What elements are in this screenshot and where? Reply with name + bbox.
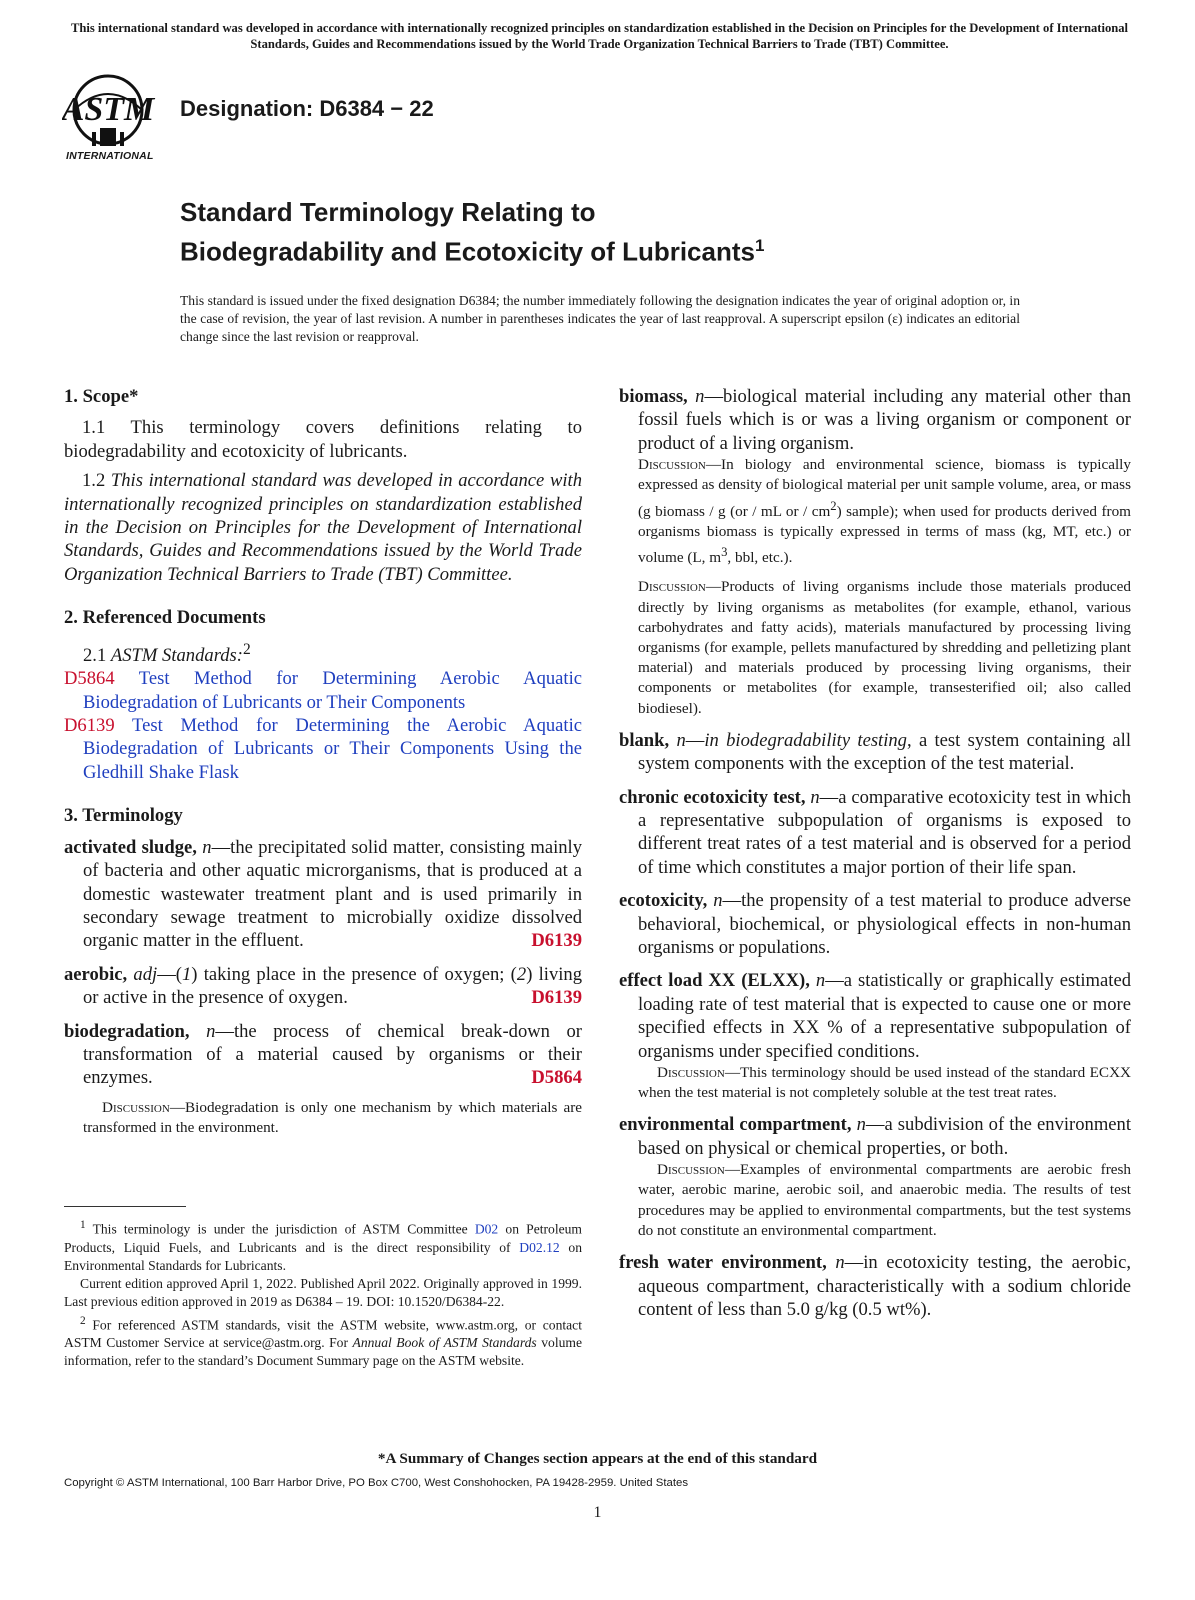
term-word: ecotoxicity,	[619, 890, 708, 912]
referenced-heading: 2. Referenced Documents	[64, 607, 266, 629]
term-pos: n	[810, 786, 820, 808]
footnote-rule	[64, 1206, 186, 1207]
term-definition: —a comparative ecotoxicity test in which a representative subpopulation of organisms is exposed to different treat rates of a test material and is observed for a period of time which constitutes a major portion of their life span.	[638, 786, 1131, 878]
discussion-text: —Products of living organisms include those materials produced directly by living organisms as metabolites (for example, ethanol, various carbohydrates and fatty acids), materials manufactured by processing living organisms (for example, pellets manufactured by shredding and pelletizing plant material) and materials produced by processing living organisms, their components or metabolites (for example, transesterified oil; also called biodiesel).	[638, 578, 1131, 717]
discussion-text: —This terminology should be used instead of the standard ECXX when the test material is not completely soluble at the test treat rates.	[638, 1064, 1131, 1102]
term-word: blank,	[619, 729, 670, 751]
reference-title[interactable]: Test Method for Determining Aerobic Aquatic Biodegradation of Lubricants or Their Components	[83, 668, 583, 713]
term-pos: adj	[133, 963, 158, 985]
discussion-text: —In biology and environmental science, biomass is typically expressed as density of biological material per unit sample volume, area, or mass (g biomass / g (or / mL or / cm	[638, 456, 1131, 520]
term-word: environmental compartment,	[619, 1114, 852, 1136]
term-definition-part: ) living or active in the presence of oxygen.	[83, 963, 583, 1009]
sense-number: 1	[181, 963, 192, 985]
discussion-text: , bbl, etc.).	[727, 549, 793, 567]
term-pos: n	[815, 970, 826, 992]
term-entry	[619, 1113, 1131, 1160]
term-definition: —the precipitated solid matter, consisting mainly of bacteria and other aquatic microrganisms, that is produced at a domestic wastewater treatment plant and is used primarily in secondary sewage treatment to microbially oxidize dissolved organic matter in the effluent.	[83, 836, 583, 952]
term-definition: —biological material including any material other than fossil fuels which is or was a living organism or component or product of a living organism.	[638, 386, 1131, 454]
logo-caption: INTERNATIONAL	[66, 150, 154, 162]
term-definition: —a subdivision of the environment based on physical or chemical properties, or both.	[638, 1114, 1131, 1159]
term-entry	[619, 889, 1131, 959]
subcommittee-link[interactable]: D02.12	[519, 1239, 560, 1255]
term-entry	[64, 963, 582, 1010]
term-definition: —the propensity of a test material to produce adverse behavioral, biochemical, or physiological effects in non-human organisms or populations.	[638, 890, 1131, 959]
footnote-edition: Current edition approved April 1, 2022. Published April 2022. Originally approved in 1999. Last previous edition approved in 2019 as D6384 – 19. DOI: 10.1520/D6384-22.	[64, 1276, 582, 1310]
footnote-mark: 1	[80, 1219, 86, 1231]
reference-item[interactable]	[64, 667, 582, 714]
scope-para-2-text: This international standard was developed in accordance with internationally recognized principles on standardization established in the Decision on Principles for the Development of International Standards, Guides and Recommendations issued by the World Trade Organization Technical Barriers to Trade (TBT) Committee.	[64, 470, 582, 585]
reference-title[interactable]: Test Method for Determining the Aerobic Aquatic Biodegradation of Lubricants or Their Components Using the Gledhill Shake Flask	[83, 715, 582, 783]
logo-letters: ASTM	[62, 91, 155, 128]
discussion-label: Discussion	[657, 1064, 725, 1082]
superscript: 2	[830, 498, 837, 513]
term-pos: n	[856, 1114, 866, 1136]
footnote-mark: 2	[80, 1314, 86, 1327]
term-definition: —a statistically or graphically estimated loading rate of test material that is expected to cause one or more specified effects in XX % of a representative subpopulation of organisms under specified conditions.	[638, 970, 1131, 1062]
scope-heading: 1. Scope*	[64, 386, 139, 407]
term-discussion	[619, 1160, 1131, 1241]
title-line-1: Standard Terminology Relating to	[180, 197, 596, 227]
reference-code[interactable]: D6139	[64, 715, 115, 737]
term-discussion	[619, 455, 1131, 568]
left-column	[64, 385, 582, 1138]
term-definition-part: —(	[157, 963, 182, 985]
astm-standards-label: ASTM Standards:	[110, 644, 243, 666]
committee-link[interactable]: D02	[474, 1221, 499, 1237]
term-discussion	[619, 1063, 1131, 1103]
term-word: effect load XX (ELXX),	[619, 970, 810, 992]
summary-of-changes-note: *A Summary of Changes section appears at the end of this standard	[377, 1450, 818, 1467]
term-definition: —the process of chemical break-down or transformation of a material caused by organisms or their enzymes.	[83, 1020, 582, 1089]
term-word: biomass,	[619, 386, 688, 407]
astm-standards-num: 2.1	[83, 644, 107, 666]
scope-para-1: 1.1 This terminology covers definitions relating to biodegradability and ecotoxicity of lubricants.	[64, 417, 582, 462]
footnote-text: For referenced ASTM standards, visit the ASTM website, www.astm.org, or contact ASTM Customer Service at service@astm.org. For	[64, 1317, 582, 1351]
term-entry: blank, n—in biodegradability testing, a test system containing all system components with the exception of the test material.	[619, 729, 1132, 775]
term-source[interactable]: D5864	[531, 1067, 582, 1089]
term-entry	[619, 385, 1131, 455]
copyright: Copyright © ASTM International, 100 Barr Harbor Drive, PO Box C700, West Conshohocken, PA 19428-2959. United States	[64, 1477, 689, 1489]
term-word: biodegradation,	[64, 1020, 190, 1042]
term-pos: n	[206, 1020, 216, 1042]
term-definition: —in ecotoxicity testing, the aerobic, aqueous compartment, characteristically with a sodium chloride content of less than 5.0 g/kg (0.5 wt%).	[638, 1252, 1131, 1320]
superscript: 3	[721, 545, 728, 560]
term-entry	[64, 836, 582, 953]
term-source[interactable]: D6139	[531, 930, 582, 952]
footnote-text: on Environmental Standards for Lubricants.	[64, 1239, 582, 1273]
term-entry	[64, 1020, 582, 1090]
reference-code[interactable]: D5864	[64, 668, 115, 690]
term-word: activated sludge,	[64, 836, 197, 858]
astm-logo-graphic	[62, 70, 166, 150]
sense-number: 2	[516, 963, 527, 985]
top-notice: This international standard was developed in accordance with internationally recognized principles on standardization established in the Decision on Principles for the Development of International Standards, Guides and Recommendations issued by the World Trade Organization Technical Barriers to Trade (TBT) Committee.	[70, 21, 1129, 51]
term-pos: n	[713, 890, 723, 912]
issued-note: This standard is issued under the fixed designation D6384; the number immediately following the designation indicates the year of original adoption or, in the case of revision, the year of last revision. A number in parentheses indicates the year of last reapproval. A superscript epsilon (ε) indicates an editorial change since the last revision or reapproval.	[180, 293, 1020, 344]
title-line-2: Biodegradability and Ecotoxicity of Lubricants	[180, 236, 755, 267]
term-word: fresh water environment,	[619, 1252, 827, 1274]
right-column	[619, 385, 1131, 1321]
discussion-text: ) sample); when used for products derived from organisms biomass is typically expressed in terms of mass (kg, MT, etc.) or volume (L, m	[638, 502, 1131, 567]
term-discussion	[64, 1098, 582, 1138]
footnote-text: This terminology is under the jurisdiction of ASTM Committee	[92, 1221, 468, 1237]
term-pos: n	[835, 1252, 845, 1274]
title-footnote-mark: 1	[754, 236, 765, 255]
term-pos: n	[695, 386, 705, 407]
reference-item[interactable]	[64, 714, 582, 784]
footnote-1	[64, 1216, 582, 1275]
discussion-text: —Biodegradation is only one mechanism by which materials are transformed in the environment.	[83, 1098, 582, 1136]
footnote-text: volume information, refer to the standard’s Document Summary page on the ASTM website.	[64, 1335, 582, 1369]
discussion-label: Discussion	[657, 1161, 725, 1179]
discussion-text: —Examples of environmental compartments are aerobic fresh water, aerobic marine, aerobic soil, and anaerobic media. The results of test procedures may be applied to environmental compartments, but the test systems do not constitute an environmental compartment.	[638, 1161, 1131, 1239]
term-source[interactable]: D6139	[531, 987, 582, 1009]
footnote-italic: Annual Book of ASTM Standards	[352, 1335, 537, 1351]
term-pos: n	[202, 836, 212, 858]
astm-standards-mark: 2	[242, 640, 251, 658]
term-entry	[619, 1251, 1131, 1321]
term-entry	[619, 786, 1131, 880]
document-title	[180, 196, 1080, 269]
astm-standards-subhead	[64, 638, 582, 668]
term-pos: n	[676, 729, 686, 751]
footnote-text: on Petroleum Products, Liquid Fuels, and Lubricants and is the direct responsibility of	[64, 1221, 583, 1255]
term-entry	[619, 969, 1131, 1063]
term-definition-part: ) taking place in the presence of oxygen; (	[191, 963, 517, 985]
page-number: 1	[593, 1504, 602, 1521]
term-word: aerobic,	[64, 963, 128, 985]
designation: Designation: D6384 − 22	[180, 96, 434, 121]
term-word: chronic ecotoxicity test,	[619, 786, 806, 808]
terminology-heading: 3. Terminology	[64, 805, 183, 827]
scope-para-2-num: 1.2	[82, 470, 106, 492]
term-definition: , a test system containing all system components with the exception of the test material.	[638, 729, 1132, 775]
term-context: in biodegradability testing	[704, 729, 907, 751]
term-discussion	[619, 577, 1131, 718]
footnotes	[64, 1216, 582, 1371]
footnote-2	[64, 1312, 582, 1371]
scope-para-2	[64, 469, 582, 586]
discussion-label: Discussion	[102, 1098, 170, 1116]
discussion-label: Discussion	[638, 578, 706, 596]
discussion-label: Discussion	[638, 456, 706, 474]
